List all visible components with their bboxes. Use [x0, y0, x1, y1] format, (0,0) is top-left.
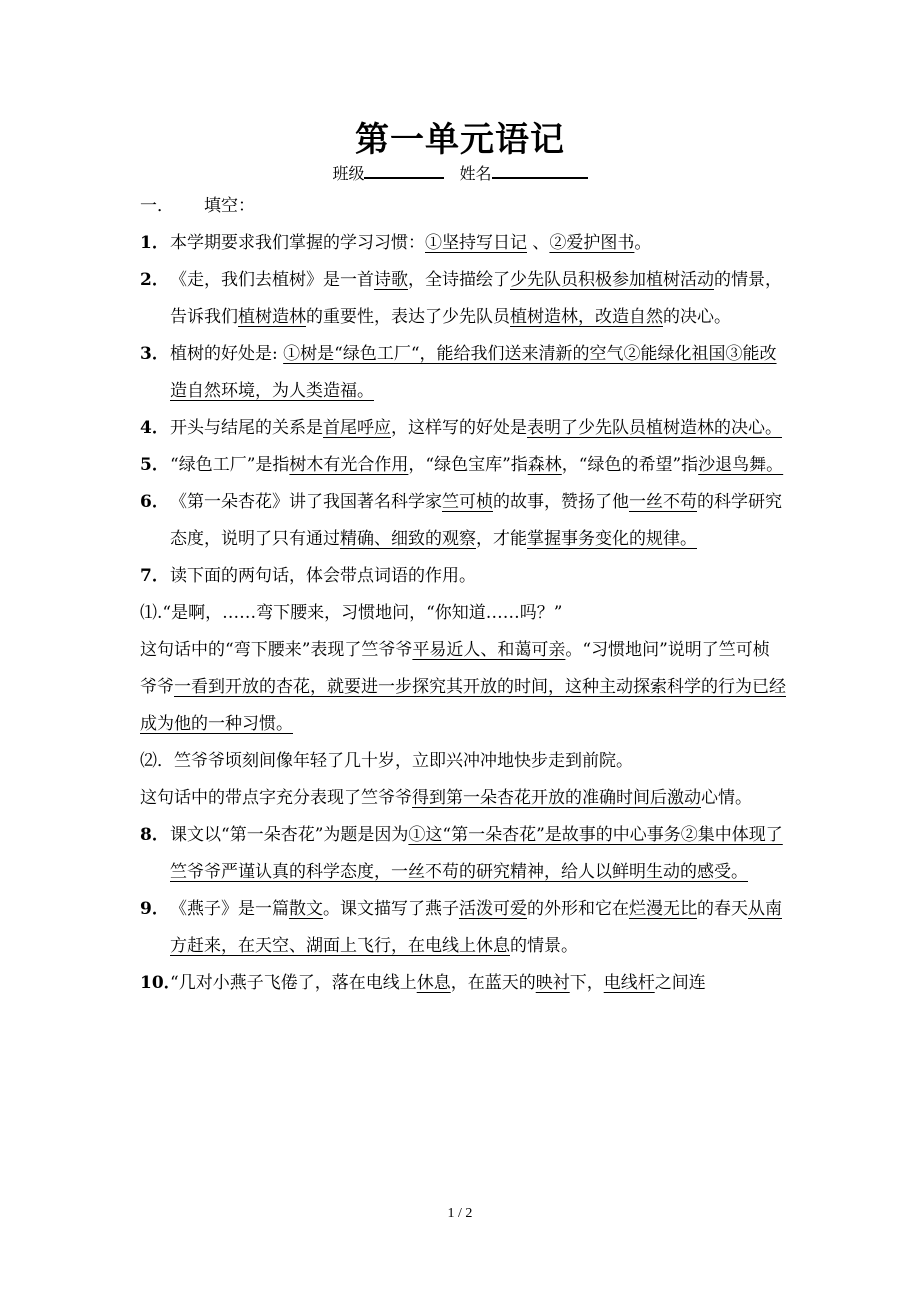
question-text: 的外形和它在 [527, 899, 629, 919]
question-number: 5． [140, 455, 169, 475]
question-text: ⑴.“是啊，……弯下腰来，习惯地问，“你知道……吗？” [140, 603, 563, 623]
answer-text: 诗歌 [374, 270, 408, 290]
question-text: 。 [634, 233, 652, 253]
answer-text: ①坚持写日记 [425, 233, 527, 253]
question-number: 1． [140, 233, 169, 253]
answer-text: 电线杆 [603, 973, 655, 993]
section-label: 填空： [204, 196, 255, 216]
question-text: 课文以“第一朵杏花”为题是因为 [170, 825, 409, 845]
section-heading [140, 188, 786, 225]
question-text: 、 [527, 233, 550, 253]
question-item [140, 262, 786, 336]
answer-text: 烂漫无比 [629, 899, 697, 919]
answer-text: 精确、细致的观察 [340, 529, 476, 549]
question-item [140, 447, 786, 484]
question-text: 的春天 [697, 899, 748, 919]
question-text: 本学期要求我们掌握的学习习惯： [170, 233, 425, 253]
question-text: 读下面的两句话，体会带点词语的作用。 [170, 566, 476, 586]
question-text: 的决心。 [663, 307, 731, 327]
question-list-continued [140, 817, 786, 1002]
answer-text: 得到第一朵杏花开放的准确时间后激动 [412, 788, 701, 808]
question-text: 的科学研究态度，说明了只有通过 [170, 492, 782, 549]
answer-text: 竺可桢 [442, 492, 493, 512]
question-text: 的故事，赞扬了他 [493, 492, 629, 512]
question-list [140, 225, 786, 595]
question-text: 。“习惯地问”说明了竺可桢爷爷 [140, 640, 770, 697]
question-text: 之间连 [654, 973, 706, 993]
question-text: 的情景。 [510, 936, 578, 956]
page-title: 第一单元语记 [355, 120, 565, 160]
answer-text: 植树造林 [238, 307, 306, 327]
answer-text: 从南方赶来，在天空、湖面上飞行，在电线上休息 [170, 899, 782, 956]
question-text: ⑵．竺爷爷顷刻间像年轻了几十岁，立即兴冲冲地快步走到前院。 [140, 751, 633, 771]
question-item [140, 336, 786, 410]
answer-text: ①这“第一朵杏花”是故事的中心事务②集中体现了竺爷爷严谨认真的科学态度，一丝不苟的研究精神，给人以鲜明生动的感受。 [170, 825, 783, 882]
section-number: 一． [140, 196, 174, 216]
question-number: 3． [140, 344, 169, 364]
answer-text: 森林 [527, 455, 562, 475]
question-text: ，“绿色的希望”指 [561, 455, 699, 475]
sub-question-item [140, 780, 786, 817]
question-text: “几对小燕子飞倦了，落在电线上 [170, 973, 417, 993]
question-text: ，“绿色宝库”指 [408, 455, 528, 475]
question-text: 的情景，告诉我们 [170, 270, 782, 327]
answer-text: 映衬 [535, 973, 570, 993]
answer-text: ①树是“绿色工厂“，能给我们送来清新的空气②能绿化祖国③能改造自然环境，为人类造福。 [170, 344, 777, 401]
sub-question-item [140, 595, 786, 632]
question-text: ，在蓝天的 [450, 973, 536, 993]
answer-text: 首尾呼应 [323, 418, 391, 438]
answer-text: 沙退鸟舞。 [698, 455, 784, 475]
content-body [140, 188, 786, 1002]
question-number: 2． [140, 270, 169, 290]
class-blank[interactable] [364, 163, 444, 179]
answer-text: 树木有光合作用 [289, 455, 409, 475]
question-text: 下， [569, 973, 604, 993]
page-number: 1 / 2 [447, 1206, 473, 1221]
question-text: 心情。 [701, 788, 752, 808]
question-number: 10． [140, 973, 181, 993]
answer-text: 休息 [416, 973, 451, 993]
answer-text: 植树造林，改造自然 [510, 307, 663, 327]
name-blank[interactable] [492, 163, 588, 179]
answer-text: ②爱护图书 [549, 233, 635, 253]
question-text: 。课文描写了燕子 [323, 899, 459, 919]
question-text: 开头与结尾的关系是 [170, 418, 323, 438]
class-label: 班级 [332, 164, 365, 183]
question-text: ，才能 [476, 529, 527, 549]
question-text: 植树的好处是: [170, 344, 284, 364]
answer-text: 掌握事务变化的规律。 [527, 529, 697, 549]
question-text: ，这样写的好处是 [391, 418, 527, 438]
answer-text: 一看到开放的杏花，就要进一步探究其开放的时间，这种主动探索科学的行为已经成为他的一种习惯。 [140, 677, 786, 734]
question-number: 8． [140, 825, 169, 845]
answer-text: 散文 [289, 899, 323, 919]
question-text: 这句话中的带点字充分表现了竺爷爷 [140, 788, 412, 808]
question-item [140, 817, 786, 891]
name-label: 姓名 [459, 164, 492, 183]
question-item [140, 965, 786, 1002]
question-text: 《走，我们去植树》是一首 [170, 270, 374, 290]
sub-question-item [140, 632, 786, 743]
question-item [140, 891, 786, 965]
question-text: 的重要性，表达了少先队员 [306, 307, 510, 327]
student-info-line [0, 161, 920, 184]
question-item [140, 484, 786, 558]
question-text: ，全诗描绘了 [408, 270, 510, 290]
sub-question-list [140, 595, 786, 817]
question-item [140, 558, 786, 595]
answer-text: 少先队员积极参加植树活动 [510, 270, 714, 290]
answer-text: 表明了少先队员植树造林的决心。 [527, 418, 782, 438]
question-number: 4． [140, 418, 169, 438]
sub-question-item [140, 743, 786, 780]
answer-text: 平易近人、和蔼可亲 [412, 640, 566, 660]
question-number: 9． [140, 899, 169, 919]
question-item [140, 410, 786, 447]
question-text: 《第一朵杏花》讲了我国著名科学家 [170, 492, 442, 512]
answer-text: 活泼可爱 [459, 899, 527, 919]
question-text: 《燕子》是一篇 [170, 899, 289, 919]
answer-text: 一丝不苟 [629, 492, 697, 512]
question-text: “绿色工厂”是指 [170, 455, 290, 475]
question-number: 7． [140, 566, 169, 586]
question-number: 6． [140, 492, 169, 512]
question-text: 这句话中的“弯下腰来”表现了竺爷爷 [140, 640, 413, 660]
question-item [140, 225, 786, 262]
